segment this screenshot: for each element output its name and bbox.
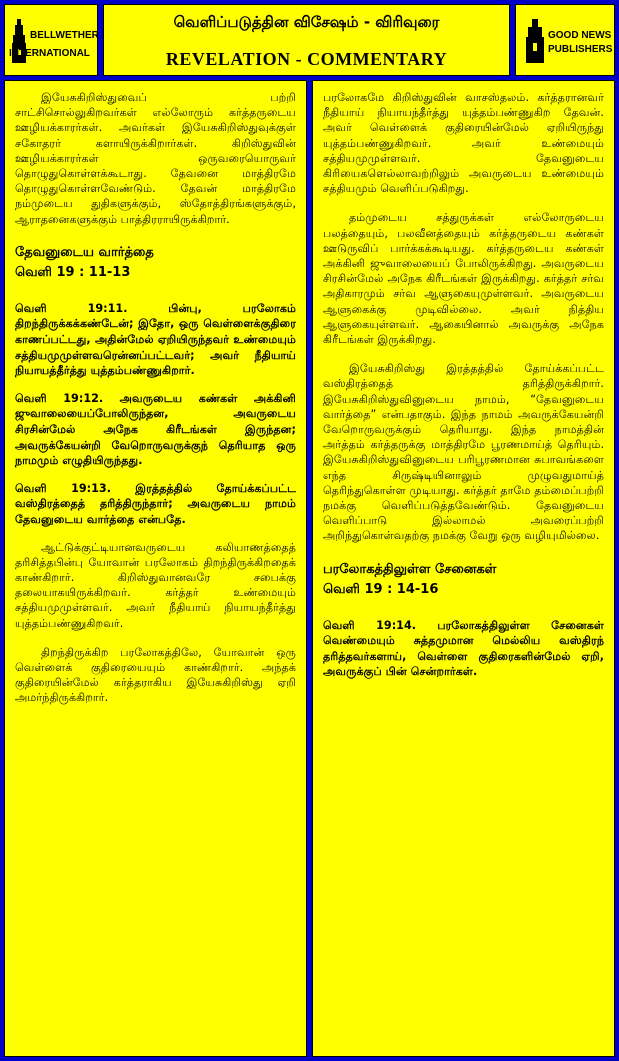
scripture-verse: வெளி 19:11. பின்பு, பரலோகம் திறந்திருக்கக்கண்டேன்; இதோ, ஒரு வெள்ளைக்குதிரை காணப்பட்டது, அதின்மேல் ஏறியிருந்தவர் உண்மையும் சத்தியமுமுள்ளவரென்னப்பட்டவர்; அவர் நீதியாய் நியாயத்தீர்த்து யுத்தம்பண்ணுகிறார். xyxy=(15,301,296,378)
section-heading xyxy=(15,243,296,283)
title-box xyxy=(103,4,510,76)
commentary-paragraph: இயேசுகிறிஸ்துவைப் பற்றி சாட்சிசொல்லுகிறவர்கள் எல்லோரும் கர்த்தருடைய ஊழியக்காரர்கள். அவர்கள் இயேசுகிறிஸ்துவுக்குள் சகோதரர் களாயிருக்கிறார்கள். கிறிஸ்துவின் ஊழியக்காரர்கள் ஒருவரையொருவர் தொழுதுகொள்ளக்கூடாது. தேவனை மாத்திரமே தொழுதுகொள்ளவேண்டும். தேவன் மாத்திரமே நம்முடைய துதிகளுக்கும், ஸ்தோத்திரங்களுக்கும், ஆராதனைகளுக்கும் பாத்திரராயிருக்கிறார். xyxy=(15,91,296,226)
section-heading-title: பரலோகத்திலுள்ள சேனைகள் xyxy=(323,561,497,577)
page-header xyxy=(0,0,619,78)
section-heading-reference: வெளி 19 : 11-13 xyxy=(15,264,131,280)
left-column xyxy=(4,80,307,1057)
good-news-logo xyxy=(515,4,615,76)
scripture-verse: வெளி 19:14. பரலோகத்திலுள்ள சேனைகள் வெண்மையும் சுத்தமுமான மெல்லிய வஸ்திரந் தரித்தவர்களாய், வெள்ளை குதிரைகளின்மேல் ஏறி, அவருக்குப் பின் சென்றார்கள். xyxy=(323,618,604,679)
scripture-verse: வெளி 19:12. அவருடைய கண்கள் அக்கினி ஜுவாலையைப்போலிருந்தன, அவருடைய சிரசின்மேல் அநேக கிரீடங்கள் இருந்தன; அவருக்கேயன்றி வேறொருவருக்குந் தெரியாத ஒரு நாமமும் எழுதியிருந்தது. xyxy=(15,391,296,468)
book-icon xyxy=(524,19,546,63)
right-column xyxy=(312,80,615,1057)
page-title-english: REVELATION - COMMENTARY xyxy=(165,49,448,69)
commentary-paragraph: திறந்திருக்கிற பரலோகத்திலே, யோவான் ஒரு வெள்ளைக் குதிரையையும் காண்கிறார். அந்தக் குதிரையின்மேல் கர்த்தராகிய இயேசுகிறிஸ்து ஏறி அமர்ந்திருக்கிறார். xyxy=(15,645,296,705)
section-heading-reference: வெளி 19 : 14-16 xyxy=(323,581,439,597)
logo-left-line2: INTERNATIONAL xyxy=(9,48,90,59)
scripture-verse: வெளி 19:13. இரத்தத்தில் தோய்க்கப்பட்ட வஸ்திரத்தைத் தரித்திருந்தார்; அவருடைய நாமம் தேவனுடைய வார்த்தை என்பதே. xyxy=(15,481,296,526)
commentary-paragraph: ஆட்டுக்குட்டியானவருடைய கலியாணத்தைத் தரிசித்தபின்பு யோவான் பரலோகம் திறந்திருக்கிறதைக் காண்கிறார். கிறிஸ்துவானவரே சபைக்கு தலையாகயிருக்கிறவர். கர்த்தர் உண்மையும் சத்தியமுமுள்ளவர். அவர் நீதியாய் நியாயந்தீர்த்து யுத்தம்பண்ணுகிறவர். xyxy=(15,540,296,630)
page-title-tamil: வெளிப்படுத்தின விசேஷம் - விரிவுரை xyxy=(173,13,440,31)
bellwether-logo xyxy=(4,4,98,76)
logo-right-line1: GOOD NEWS xyxy=(548,30,612,41)
logo-left-line1: BELLWETHER xyxy=(30,30,99,41)
section-heading-title: தேவனுடைய வார்த்தை xyxy=(15,244,154,260)
commentary-paragraph: தம்முடைய சத்துருக்கள் எல்லோருடைய பலத்தையும், பலவீனத்தையும் கர்த்தருடைய கண்கள் ஊடுருவிப் பார்க்கக்கூடியது. கர்த்தருடைய கண்கள் அக்கினி ஜுவாலையைப் போலிருக்கிறது. அவருடைய சிரசின்மேல் அநேக கிரீடங்கள் இருக்கிறது. கர்த்தர் சர்வ அதிகாரமும் சர்வ ஆளுகையுமுள்ளவர். அவருடைய ஆளுகைக்கு முடிவில்லை. அவர் நித்திய ஆளுகையுள்ளவர். ஆகையினால் அவருக்கு அநேக கிரீடங்கள் இருக்கிறது. xyxy=(323,211,604,347)
commentary-paragraph: பரலோகமே கிறிஸ்துவின் வாசஸ்தலம். கர்த்தரானவர் நீதியாய் நியாயந்தீர்த்து யுத்தம்பண்ணுகிற தேவன். அவர் வெள்ளைக் குதிரையின்மேல் ஏறியிருந்து யுத்தம்பண்ணுகிறவர். அவர் உண்மையும் சத்தியமுமுள்ளவர். தேவனுடைய கிரியைகளெல்லாவற்றிலும் அவருடைய உண்மையும் சத்தியமும் வெளிப்படுகிறது. xyxy=(323,91,604,196)
commentary-paragraph: இயேசுகிறிஸ்து இரத்தத்தில் தோய்க்கப்பட்ட வஸ்திரத்தைத் தரித்திருக்கிறார். இயேசுகிறிஸ்துவினுடைய நாமம், “தேவனுடைய வார்த்தை” என்பதாகும். இந்த நாமம் அவருக்கேயன்றி வேறொருவருக்கும் தெரியாது. இந்த நாமத்தின் அர்த்தம் கர்த்தருக்கு மாத்திரமே பூரணமாய்த் தெரியும். இயேசுகிறிஸ்துவினுடைய பரிபூரணமான சுபாவங்களை எந்த சிருஷ்டியினாலும் முழுவதுமாய்த் தெரிந்துகொள்ள முடியாது. கர்த்தர் தாமே தம்மைப்பற்றி நமக்கு வெளிப்படுத்தவேண்டும். தேவனுடைய வெளிப்பாடு இல்லாமல் அவரைப்பற்றி அறிந்துகொள்வதற்கு நமக்கு வேறு ஒரு வழியுமில்லை. xyxy=(323,362,604,543)
logo-right-line2: PUBLISHERS xyxy=(548,44,613,55)
section-heading xyxy=(323,560,604,600)
